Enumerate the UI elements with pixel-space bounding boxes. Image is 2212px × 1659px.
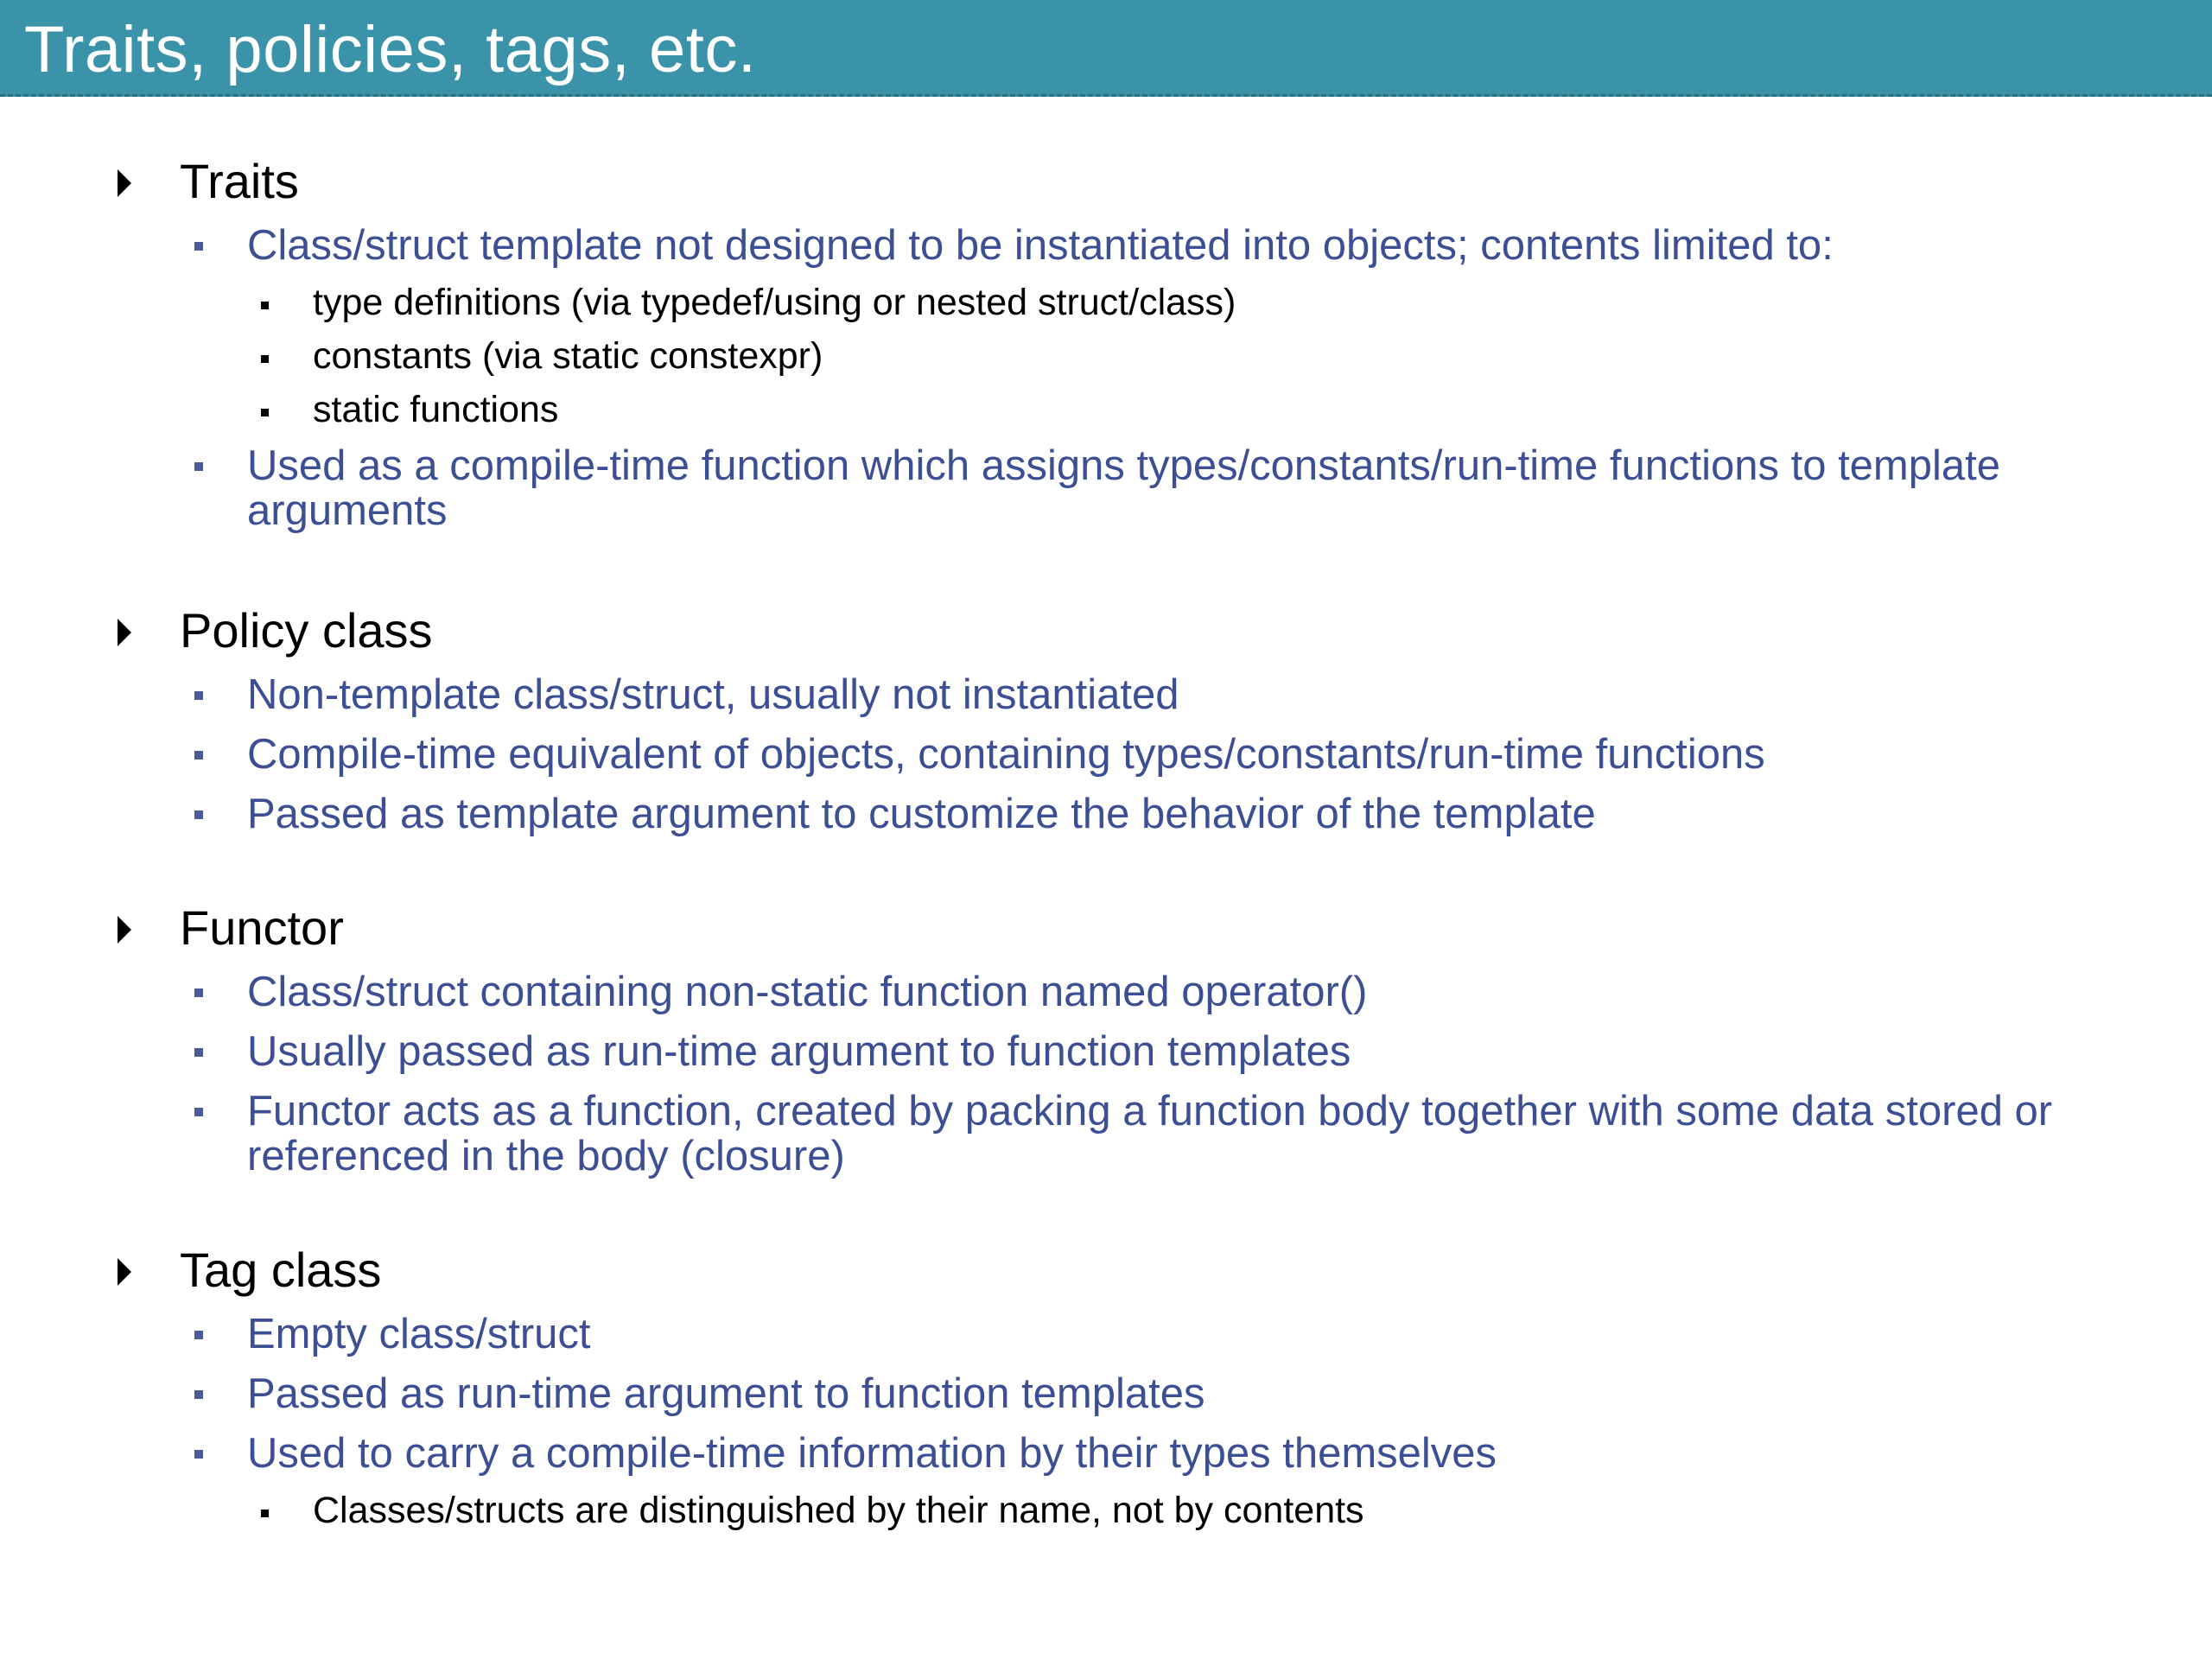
square-bullet-icon <box>194 1331 203 1339</box>
sub-list-item-text: constants (via static constexpr) <box>313 335 823 377</box>
list-item <box>0 963 2212 1022</box>
square-bullet-icon <box>194 1048 203 1057</box>
square-bullet-icon <box>194 462 203 471</box>
section-policy-class <box>0 596 2212 844</box>
section-traits <box>0 147 2212 541</box>
square-bullet-icon <box>194 1450 203 1459</box>
list-item-text: Used as a compile-time function which assigns types/constants/run-time functions to template arguments <box>247 442 2001 534</box>
square-bullet-icon <box>194 1108 203 1116</box>
section-heading: Functor <box>180 900 344 955</box>
square-bullet-icon <box>194 1390 203 1399</box>
sub-list-item <box>0 329 2212 383</box>
list-item <box>0 436 2212 541</box>
square-bullet-icon <box>194 988 203 997</box>
list-item-text: Compile-time equivalent of objects, containing types/constants/run-time functions <box>247 731 1765 778</box>
sub-list-item <box>0 1484 2212 1537</box>
list-item-text: Class/struct containing non-static function named operator() <box>247 969 1368 1015</box>
section-heading-row <box>0 893 2212 963</box>
section-tag-class <box>0 1236 2212 1537</box>
section-heading-row <box>0 596 2212 665</box>
small-square-bullet-icon <box>261 355 269 363</box>
section-heading-row <box>0 1236 2212 1305</box>
small-square-bullet-icon <box>261 409 269 416</box>
list-item <box>0 665 2212 725</box>
list-item-text: Used to carry a compile-time information by their types themselves <box>247 1430 1497 1477</box>
list-item-text: Usually passed as run-time argument to function templates <box>247 1028 1351 1075</box>
triangle-right-bullet-icon <box>118 1258 131 1286</box>
square-bullet-icon <box>194 691 203 700</box>
square-bullet-icon <box>194 810 203 819</box>
list-item <box>0 1305 2212 1364</box>
sub-list-item-text: static functions <box>313 389 559 430</box>
list-item <box>0 1082 2212 1186</box>
list-item <box>0 1364 2212 1424</box>
list-item <box>0 1424 2212 1484</box>
sub-list-item-text: Classes/structs are distinguished by their name, not by contents <box>313 1490 1364 1531</box>
list-item <box>0 1022 2212 1082</box>
square-bullet-icon <box>194 242 203 251</box>
square-bullet-icon <box>194 751 203 760</box>
list-item-text: Empty class/struct <box>247 1311 591 1357</box>
section-heading-row <box>0 147 2212 216</box>
triangle-right-bullet-icon <box>118 169 131 197</box>
list-item-text: Passed as template argument to customize the behavior of the template <box>247 791 1596 837</box>
section-heading: Policy class <box>180 603 433 658</box>
section-functor <box>0 893 2212 1186</box>
section-heading: Traits <box>180 154 299 208</box>
triangle-right-bullet-icon <box>118 916 131 944</box>
sub-list-item <box>0 276 2212 329</box>
sub-list-item <box>0 383 2212 436</box>
list-item <box>0 785 2212 844</box>
list-item-text: Functor acts as a function, created by packing a function body together with some data stored or referenced in the body (closure) <box>247 1088 2053 1179</box>
small-square-bullet-icon <box>261 1510 269 1517</box>
list-item <box>0 216 2212 276</box>
small-square-bullet-icon <box>261 302 269 309</box>
list-item-text: Non-template class/struct, usually not instantiated <box>247 671 1179 718</box>
slide-title: Traits, policies, tags, etc. <box>24 13 757 86</box>
list-item <box>0 725 2212 785</box>
list-item-text: Passed as run-time argument to function templates <box>247 1370 1205 1417</box>
list-item-text: Class/struct template not designed to be instantiated into objects; contents limited to: <box>247 222 1834 269</box>
triangle-right-bullet-icon <box>118 619 131 646</box>
section-heading: Tag class <box>180 1243 382 1297</box>
sub-list-item-text: type definitions (via typedef/using or nested struct/class) <box>313 282 1236 323</box>
